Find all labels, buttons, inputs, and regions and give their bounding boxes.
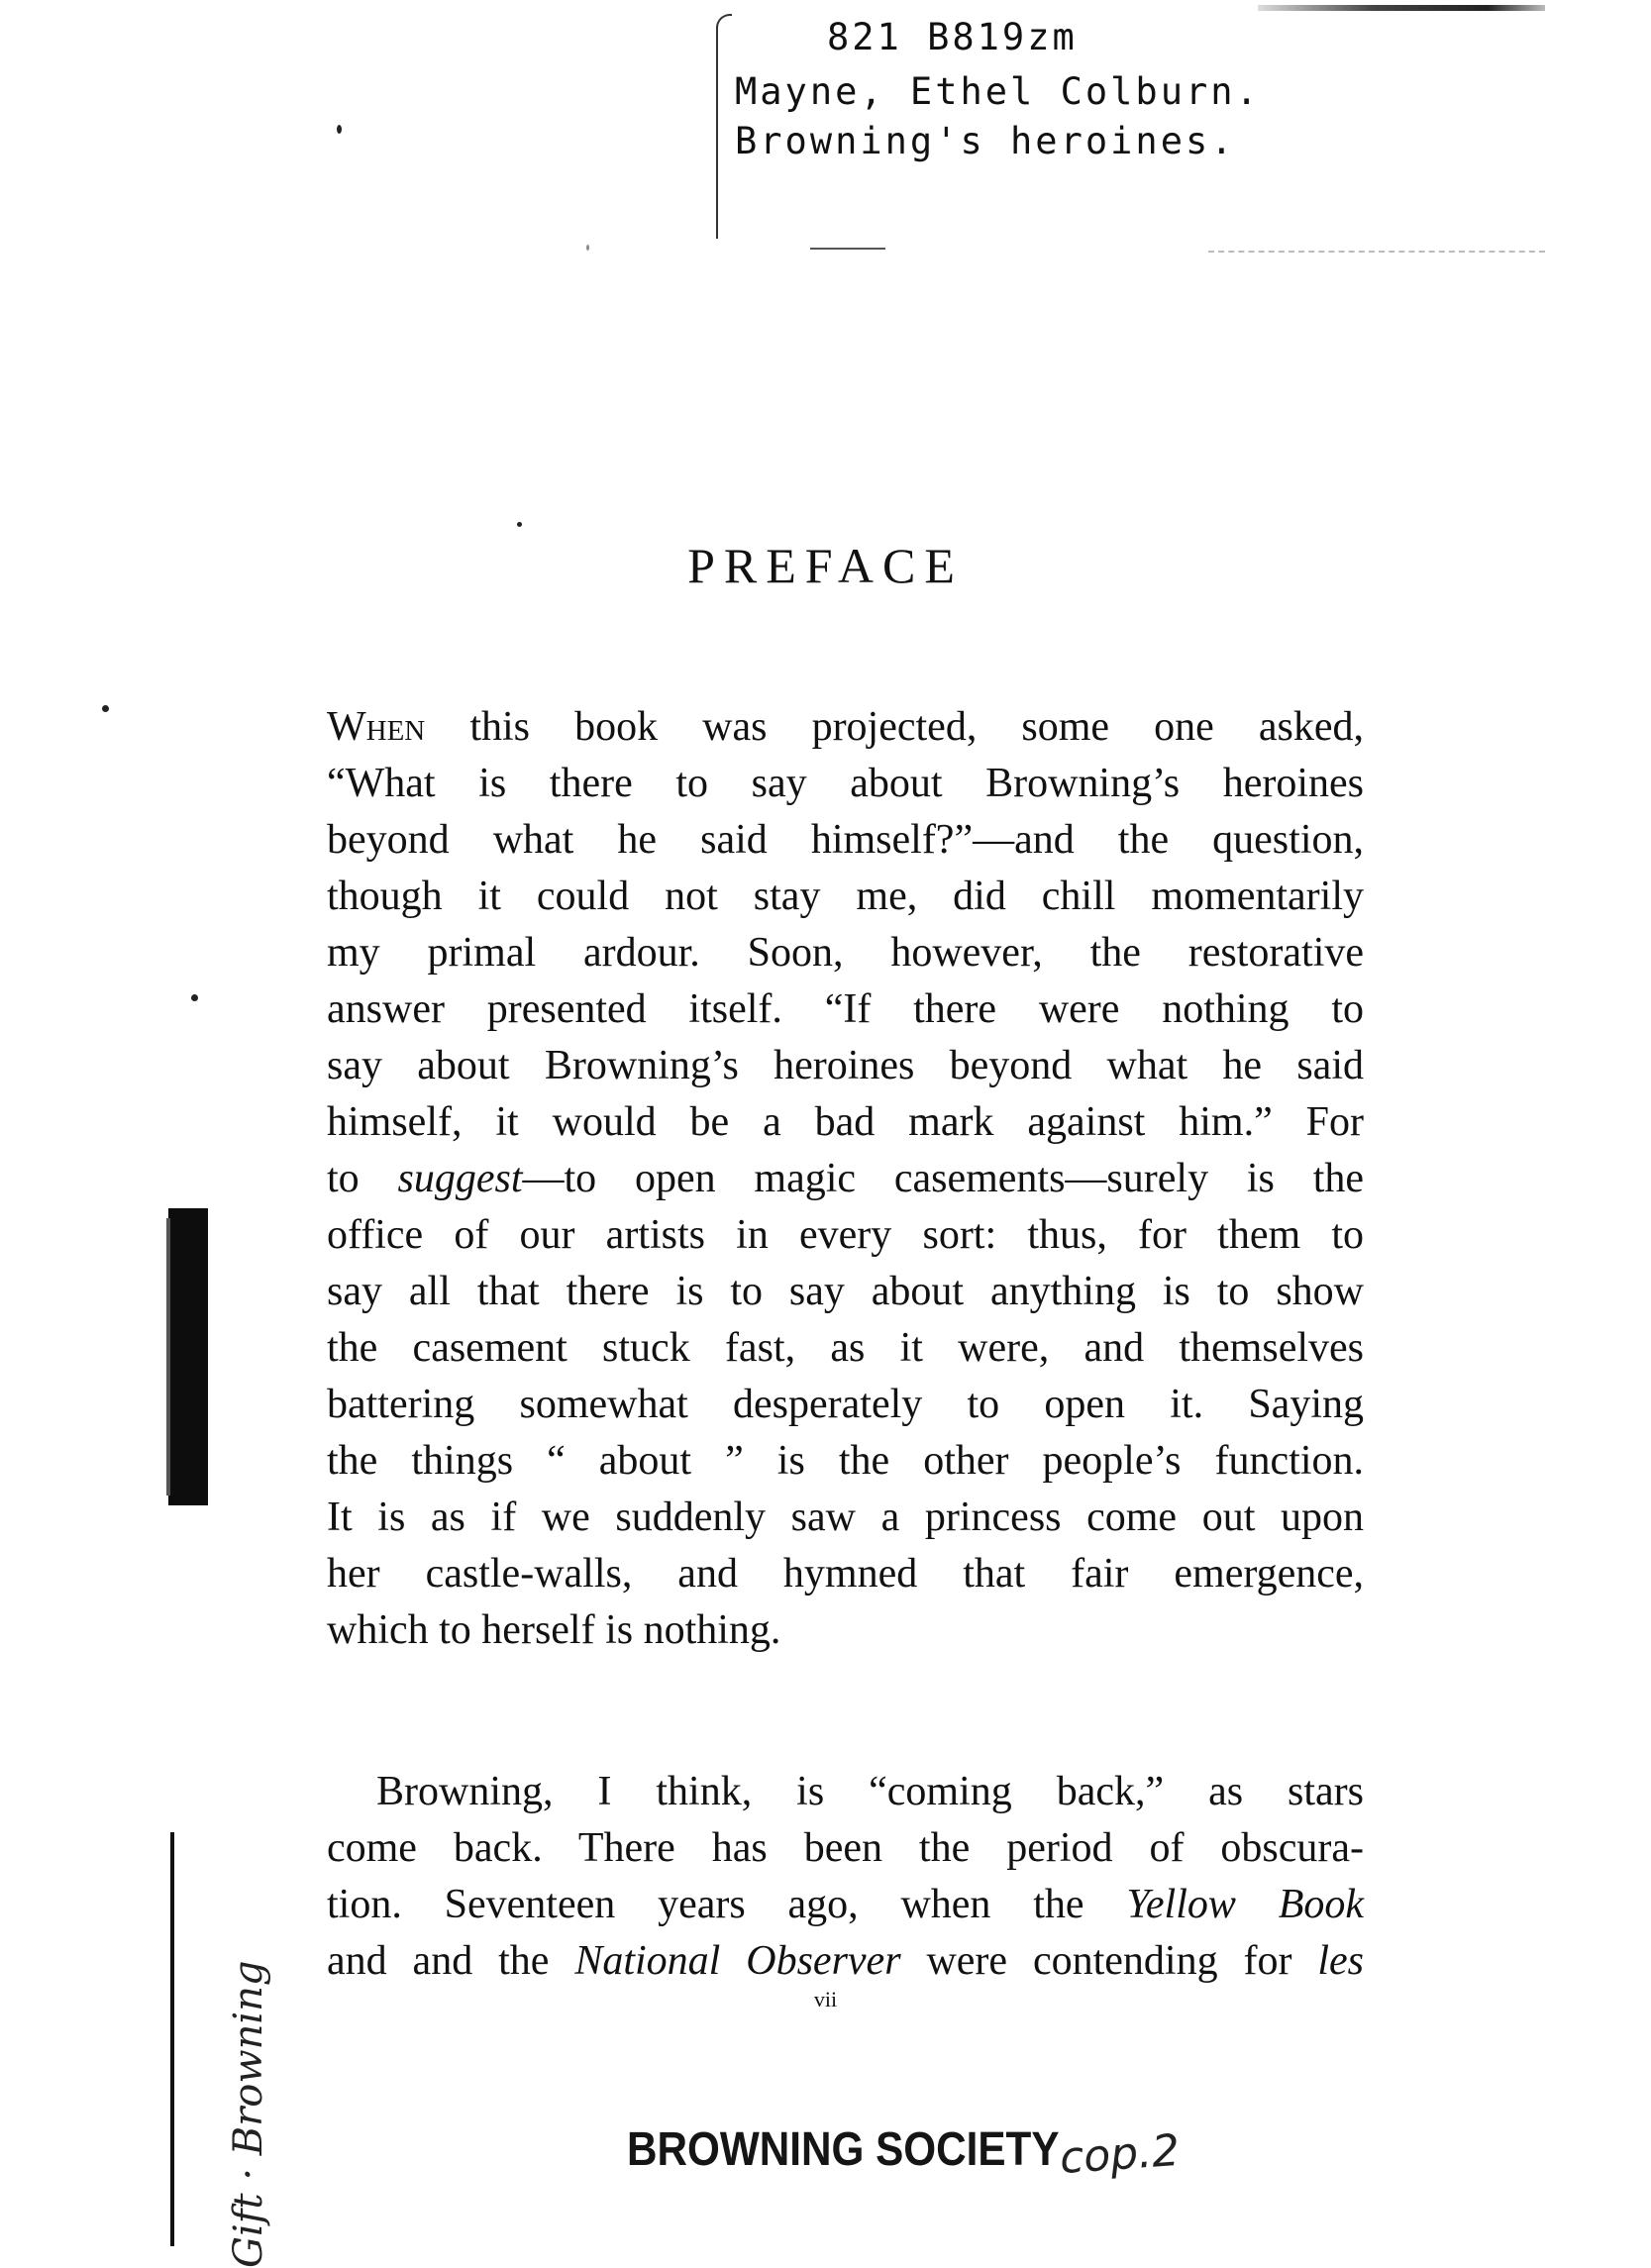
text-line: which to herself is nothing. — [327, 1607, 781, 1653]
italic-title: National Observer — [574, 1938, 901, 1984]
text-line: her castle-walls, and hymned that fair emergence, — [327, 1551, 1364, 1597]
page-title: PREFACE — [687, 538, 964, 593]
speck-dot — [337, 125, 342, 134]
drop-word: When — [327, 704, 426, 750]
text-line: beyond what he said himself?”—and the question, — [327, 817, 1364, 863]
text-line: It is as if we suddenly saw a princess come out upon — [327, 1495, 1364, 1540]
catalog-rule — [810, 248, 885, 250]
binding-shadow-edge — [166, 1218, 170, 1495]
text-line: to suggest—to open magic casements—surely is the — [327, 1156, 1364, 1201]
italic-title: Yellow Book — [1126, 1882, 1364, 1927]
scan-artifact-bar — [1258, 5, 1545, 11]
text-line: say about Browning’s heroines beyond what he said — [327, 1043, 1364, 1088]
paragraph-1 — [327, 699, 1364, 1659]
text-line: and and the National Observer were contending for les — [327, 1938, 1365, 1984]
text-line: the casement stuck fast, as it were, and themselves — [327, 1325, 1364, 1371]
handwritten-copy-note: cop.2 — [1058, 2124, 1182, 2185]
text-line: “What is there to say about Browning’s heroines — [327, 761, 1364, 806]
catalog-card-bracket — [716, 14, 732, 239]
text-line: though it could not stay me, did chill momentarily — [327, 874, 1364, 919]
scan-artifact-dashes — [1208, 251, 1545, 253]
text-line: answer presented itself. “If there were nothing to — [327, 986, 1364, 1032]
paragraph-2 — [327, 1764, 1364, 1990]
text-line: say all that there is to say about anything is to show — [327, 1269, 1364, 1314]
italic-word: les — [1317, 1938, 1365, 1984]
italic-word: suggest — [397, 1156, 523, 1201]
text-line: come back. There has been the period of obscura- — [327, 1825, 1364, 1871]
handwritten-margin-note: Gift · Browning — [226, 1960, 271, 2268]
speck-dot — [191, 994, 198, 1001]
page-edge-line — [170, 1832, 174, 2246]
catalog-title: Browning's heroines. — [735, 120, 1236, 162]
text-line: himself, it would be a bad mark against him.” For — [327, 1099, 1364, 1145]
text-line: office of our artists in every sort: thus, for them to — [327, 1212, 1364, 1258]
text-line: Browning, I think, is “coming back,” as stars — [376, 1769, 1364, 1814]
speck-dot — [586, 245, 589, 251]
text-line: When this book was projected, some one asked, — [327, 704, 1364, 750]
text-line: tion. Seventeen years ago, when the Yellow Book — [327, 1882, 1364, 1927]
text-line: my primal ardour. Soon, however, the restorative — [327, 930, 1364, 976]
society-stamp: BROWNING SOCIETY — [627, 2123, 1060, 2176]
page-number: vii — [813, 1987, 838, 2011]
binding-shadow-bar — [168, 1208, 208, 1505]
text-line: battering somewhat desperately to open it. Saying — [327, 1382, 1364, 1427]
catalog-call-number: 821 B819zm — [827, 16, 1078, 58]
speck-dot — [517, 522, 522, 527]
speck-dot — [102, 705, 109, 712]
catalog-author: Mayne, Ethel Colburn. — [735, 70, 1261, 113]
text-line: the things “ about ” is the other people’s function. — [327, 1438, 1364, 1484]
